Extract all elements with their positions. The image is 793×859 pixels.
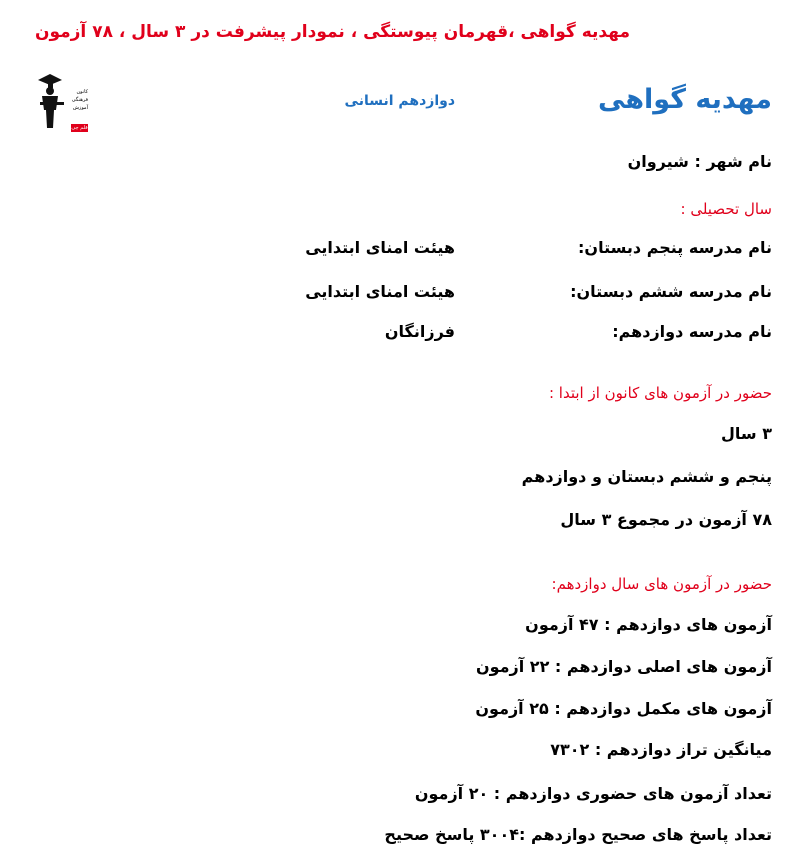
attendance-grades: پنجم و ششم دبستان و دوازدهم <box>521 467 772 486</box>
grade-label: دوازدهم انسانی <box>344 93 455 109</box>
attendance-years: ۳ سال <box>721 424 772 443</box>
school-label-6: نام مدرسه ششم دبستان: <box>570 282 772 301</box>
school-value-6: هیئت امنای ابتدایی <box>305 282 455 301</box>
grade12-stat: تعداد آزمون های حضوری دوازدهم : ۲۰ آزمون <box>414 784 772 803</box>
academic-years-title: سال تحصیلی : <box>680 200 772 218</box>
grade12-stat: میانگین تراز دوازدهم : ۷۳۰۲ <box>550 740 772 759</box>
school-label-5: نام مدرسه پنجم دبستان: <box>578 238 772 257</box>
school-value-5: هیئت امنای ابتدایی <box>305 238 455 257</box>
headline: مهدیه گواهی ،قهرمان پیوستگی ، نمودار پیشرفت در ۳ سال ، ۷۸ آزمون <box>34 22 630 42</box>
logo-text-2: فرهنگی <box>71 97 88 103</box>
attendance-total: ۷۸ آزمون در مجموع ۳ سال <box>560 510 772 529</box>
logo-badge: قلم چی <box>71 125 88 131</box>
logo-text-3: آموزش <box>72 105 88 111</box>
student-name: مهدیه گواهی <box>598 84 772 115</box>
school-value-12: فرزانگان <box>384 322 455 341</box>
grade12-stat: آزمون های اصلی دوازدهم : ۲۲ آزمون <box>475 657 772 676</box>
attendance-title: حضور در آزمون های کانون از ابتدا : <box>548 384 772 402</box>
grade12-stat: تعداد پاسخ های صحیح دوازدهم :۳۰۰۴ پاسخ صحیح <box>384 825 772 844</box>
school-label-12: نام مدرسه دوازدهم: <box>612 322 772 341</box>
kanoon-logo <box>36 68 88 134</box>
city-line: نام شهر : شیروان <box>627 152 772 171</box>
grade12-stat: آزمون های مکمل دوازدهم : ۲۵ آزمون <box>475 699 772 718</box>
grade12-title: حضور در آزمون های سال دوازدهم: <box>551 575 772 593</box>
logo-text-1: کانون <box>76 89 88 95</box>
grade12-stat: آزمون های دوازدهم : ۴۷ آزمون <box>525 615 772 634</box>
